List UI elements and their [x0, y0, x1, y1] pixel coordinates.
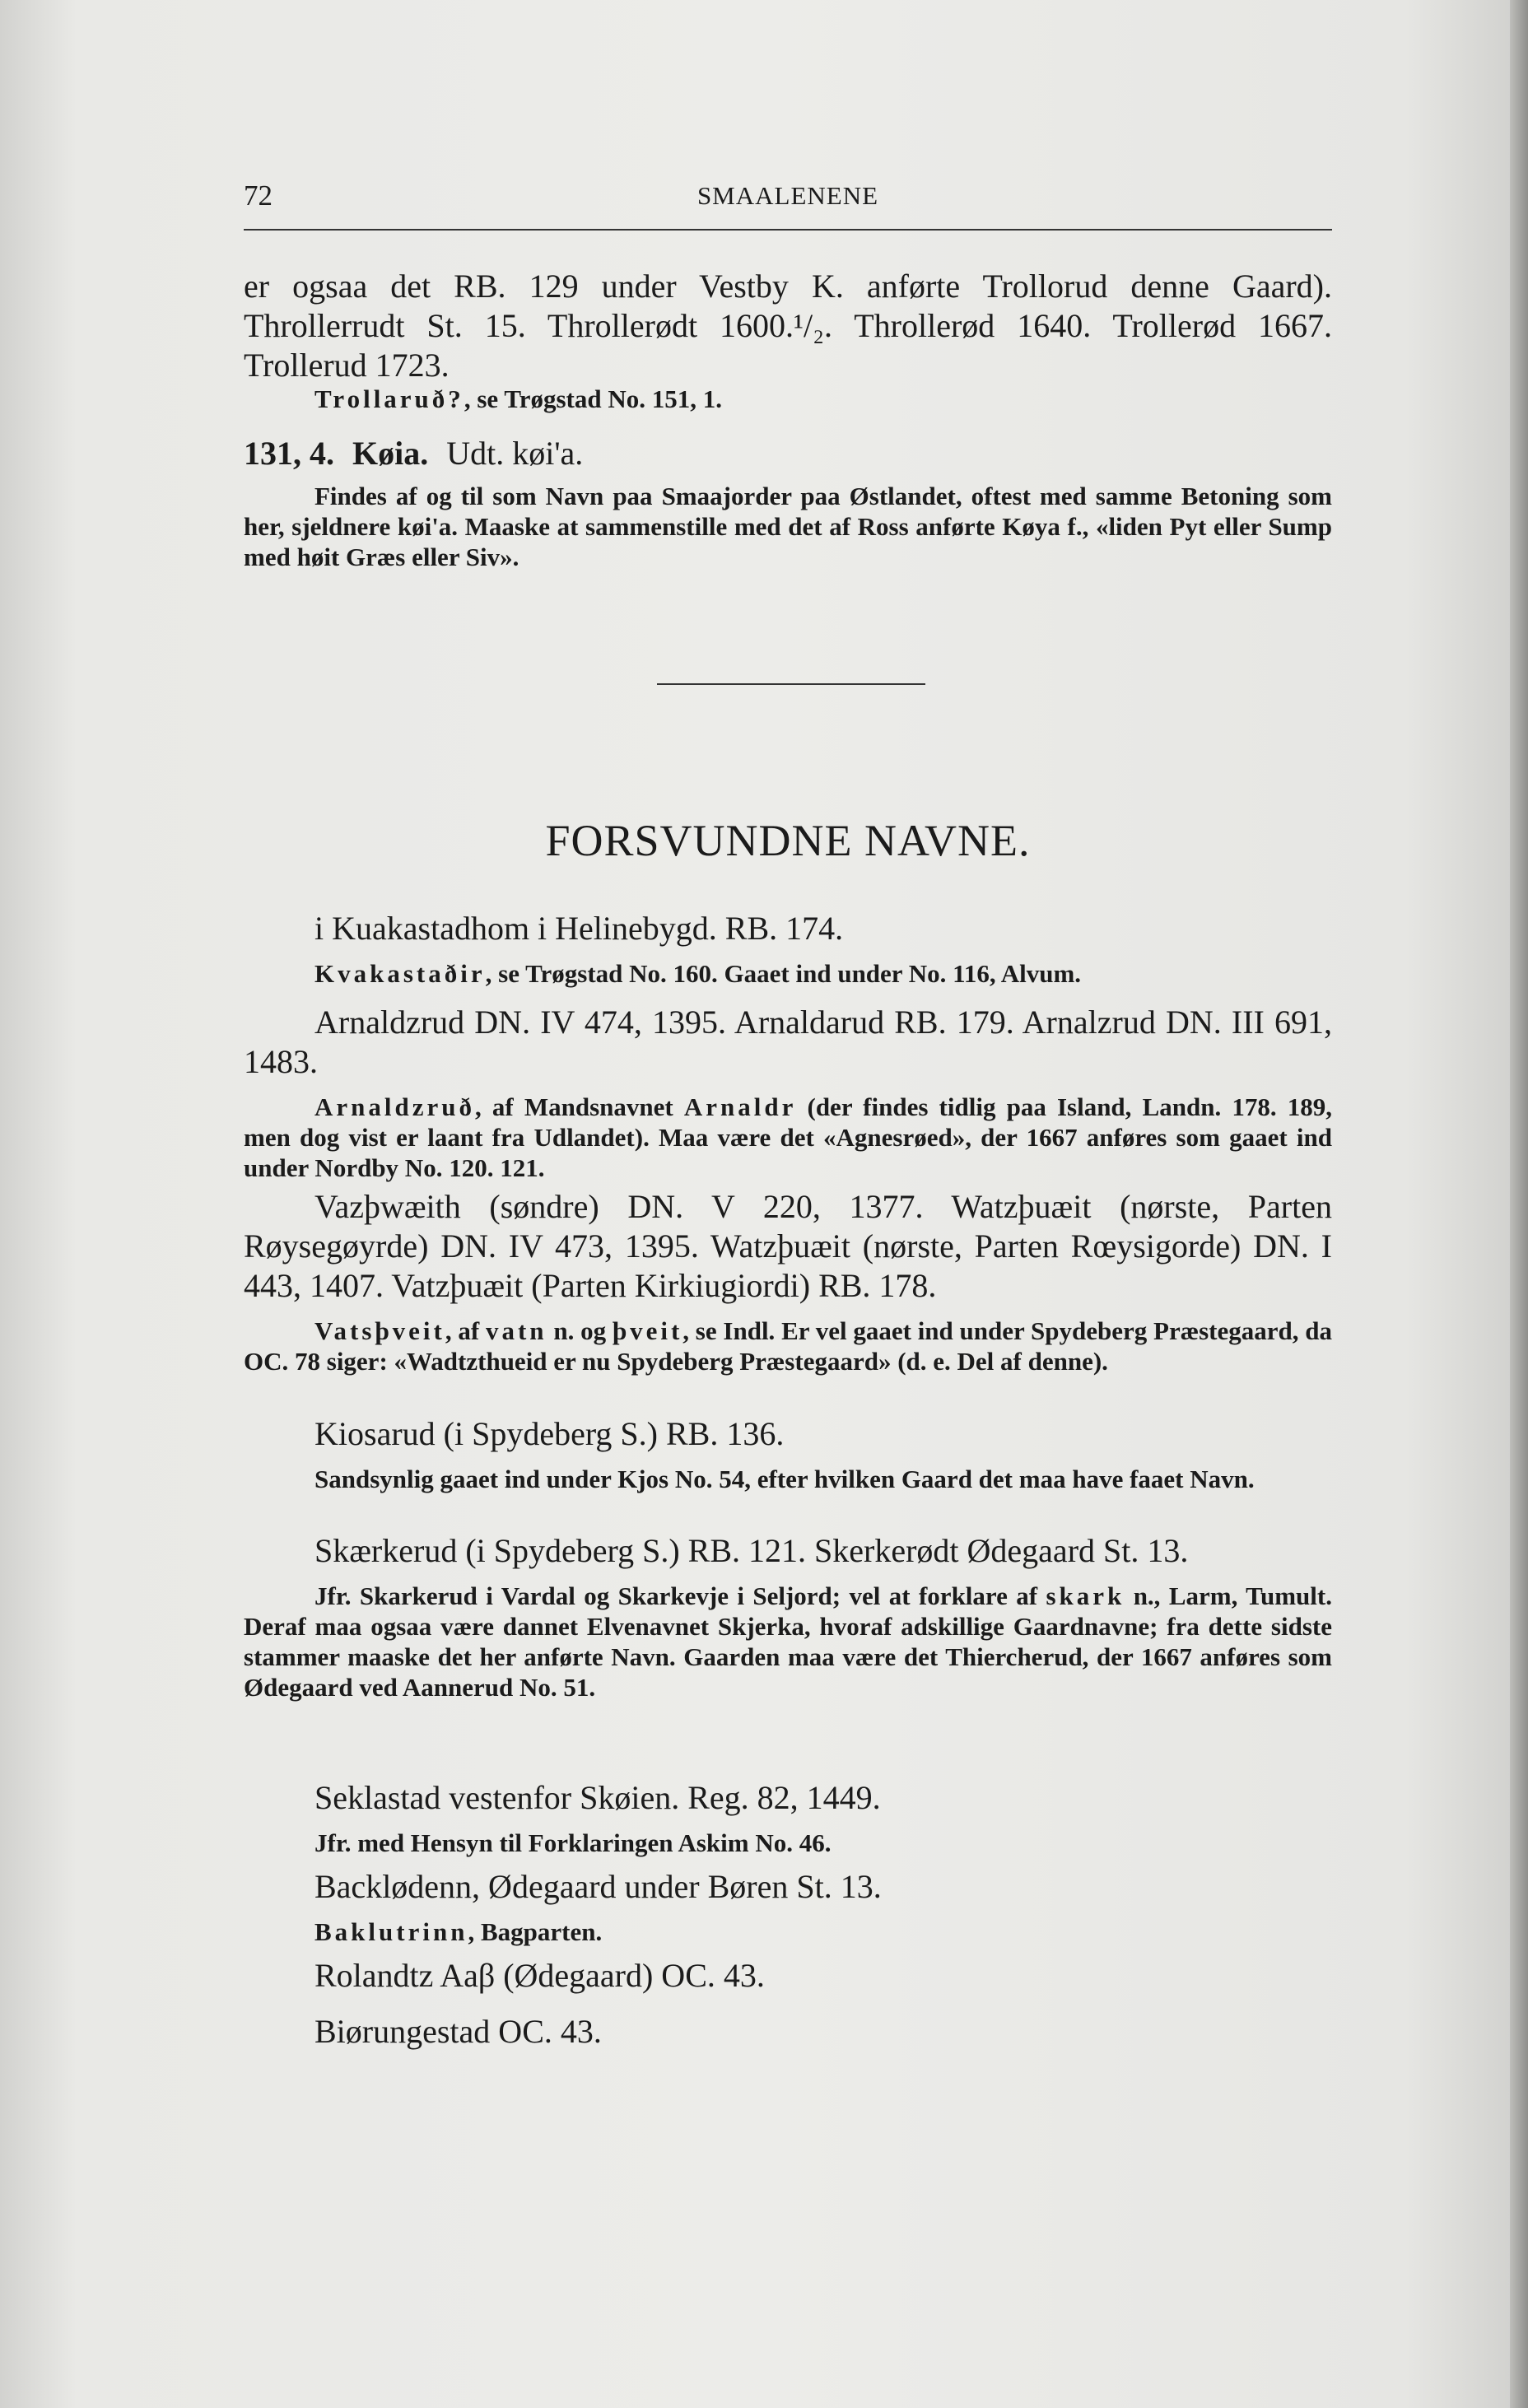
header-rule — [244, 229, 1332, 231]
entry-seklastad — [244, 1778, 1332, 1858]
entry-number: 131, 4. — [244, 435, 334, 472]
entry-line: Skærkerud (i Spydeberg S.) RB. 121. Skerkerødt Ødegaard St. 13. — [314, 1532, 1189, 1569]
note-word: skark — [1046, 1581, 1125, 1610]
note-trollarud — [244, 384, 1332, 414]
note-text: , af Mandsnavnet — [475, 1092, 684, 1121]
entry-131-4 — [244, 434, 1332, 473]
page-header — [244, 179, 1332, 226]
note-word: þveit — [612, 1316, 683, 1345]
note-text: n., Larm, Tumult. Deraf maa ogsaa være dannet Elvenavnet Skjerka, hvoraf adskillige Gaardnavne; fra dette sidste stammer maaske det her anførte Navn. Gaarden maa være det Thiercherud, der 1667 anføres som Ødegaard ved Aannerud No. 51. — [244, 1581, 1332, 1702]
entry-skaerkerud — [244, 1531, 1332, 1702]
entry-line: Arnaldzrud DN. IV 474, 1395. Arnaldarud RB. 179. Arnalzrud DN. III 691, 1483. — [244, 1004, 1332, 1080]
paragraph-trollerud — [244, 267, 1332, 385]
entry-line: Backlødenn, Ødegaard under Børen St. 13. — [314, 1868, 882, 1905]
note-text: (der findes tidlig paa Island, Landn. 178. 189, men dog vist er laant fra Udlandet). Maa være det «Agnesrøed», der 1667 anføres som gaaet ind under Nordby No. 120. 121. — [244, 1092, 1332, 1182]
entry-line: Rolandtz Aaβ (Ødegaard) OC. 43. — [314, 1957, 765, 1994]
entry-line: Kiosarud (i Spydeberg S.) RB. 136. — [314, 1415, 785, 1452]
note-text: , se Trøgstad No. 151, 1. — [464, 384, 722, 413]
book-spine-shadow — [1510, 0, 1528, 2408]
entry-pronunciation: Udt. køi'a. — [446, 435, 584, 472]
entry-name: Køia. — [352, 435, 429, 472]
running-title: SMAALENENE — [696, 181, 879, 210]
page-number: 72 — [244, 179, 273, 212]
note-text: , Bagparten. — [468, 1917, 603, 1946]
note-headword: Vatsþveit — [314, 1316, 445, 1345]
section-separator — [657, 683, 925, 685]
entry-kiosarud — [244, 1414, 1332, 1494]
note-headword: Baklutrinn — [314, 1917, 468, 1946]
note-text: , se Indl. Er vel gaaet ind under Spydeberg Præstegaard, da OC. 78 siger: «Wadtzthueid er nu Spydeberg Præstegaard» (d. e. Del af denne). — [244, 1316, 1332, 1376]
note-text: Sandsynlig gaaet ind under Kjos No. 54, efter hvilken Gaard det maa have faaet Navn. — [314, 1465, 1255, 1493]
note-word: vatn — [485, 1316, 547, 1345]
entry-line: Biørungestad OC. 43. — [314, 2013, 602, 2050]
paragraph-text: er ogsaa det RB. 129 under Vestby K. anførte Trollorud denne Gaard). Throllerrudt St. 15. Throllerødt 1600.¹/₂. Throllerød 1640. Trollerød 1667. Trollerud 1723. — [244, 268, 1332, 384]
note-text: , af — [445, 1316, 486, 1345]
entry-vatsthveit — [244, 1187, 1332, 1376]
entry-line: Vazþwæith (søndre) DN. V 220, 1377. Watzþuæit (nørste, Parten Røysegøyrde) DN. IV 473, 1395. Watzþuæit (nørste, Parten Rœysigorde) DN. I 443, 1407. Vatzþuæit (Parten Kirkiugiordi) RB. 178. — [244, 1188, 1332, 1304]
note-headword: Arnaldzruð — [314, 1092, 475, 1121]
entry-kvakastad — [244, 909, 1332, 989]
entry-biorungestad — [244, 2012, 1332, 2052]
note-koia — [244, 481, 1332, 572]
note-text: Jfr. med Hensyn til Forklaringen Askim No. 46. — [314, 1828, 832, 1857]
note-headword: Trollaruð? — [314, 384, 464, 413]
note-text: , se Trøgstad No. 160. Gaaet ind under No. 116, Alvum. — [485, 959, 1082, 988]
note-word: Arnaldr — [683, 1092, 797, 1121]
entry-rolandtz — [244, 1956, 1332, 1996]
entry-line: Seklastad vestenfor Skøien. Reg. 82, 1449. — [314, 1779, 881, 1816]
section-title: FORSVUNDNE NAVNE. — [545, 816, 1031, 865]
note-text: Jfr. Skarkerud i Vardal og Skarkevje i Seljord; vel at forklare af — [314, 1581, 1046, 1610]
entry-line: i Kuakastadhom i Helinebygd. RB. 174. — [314, 910, 844, 947]
note-text: n. og — [547, 1316, 613, 1345]
entry-backlodenn — [244, 1867, 1332, 1947]
note-text: Findes af og til som Navn paa Smaajorder paa Østlandet, oftest med samme Betoning som her, sjeldnere køi'a. Maaske at sammenstille med det af Ross anførte Køya f., «liden Pyt eller Sump med høit Græs eller Siv». — [244, 482, 1332, 571]
entry-arnaldzrud — [244, 1003, 1332, 1183]
note-headword: Kvakastaðir — [314, 959, 486, 988]
